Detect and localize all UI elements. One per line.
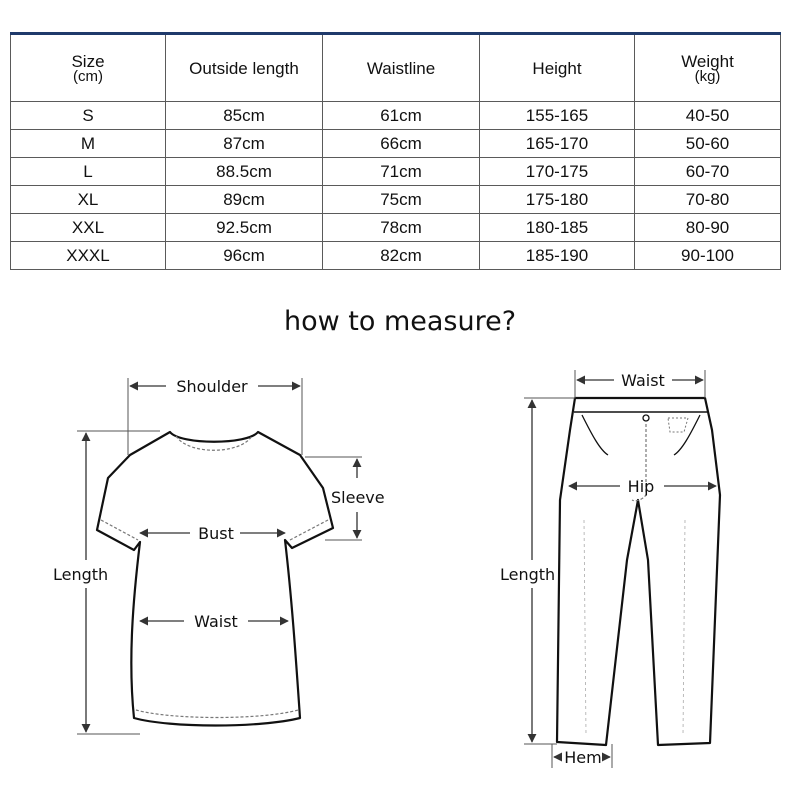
cell-height: 165-170	[480, 130, 635, 158]
table-row	[11, 158, 781, 186]
cell-outside-length: 87cm	[166, 130, 323, 158]
header-label: Waistline	[366, 58, 436, 78]
table-row	[11, 242, 781, 270]
how-to-measure-heading: how to measure?	[283, 306, 517, 337]
header-unit: (kg)	[694, 67, 721, 85]
cell-height: 170-175	[480, 158, 635, 186]
table-header-row	[11, 34, 781, 102]
cell-size: XXXL	[11, 242, 166, 270]
header-weight	[635, 34, 781, 102]
cell-size: S	[11, 102, 166, 130]
table-row	[11, 214, 781, 242]
cell-height: 180-185	[480, 214, 635, 242]
header-waistline	[323, 34, 480, 102]
header-label: Weight	[681, 51, 734, 71]
cell-size: XL	[11, 186, 166, 214]
label-sleeve: Sleeve	[331, 488, 385, 507]
tshirt-diagram	[53, 377, 385, 734]
table-row	[11, 186, 781, 214]
label-hem: Hem	[564, 748, 602, 767]
table-row	[11, 130, 781, 158]
cell-weight: 60-70	[635, 158, 781, 186]
label-hip: Hip	[627, 477, 655, 496]
pants-outline	[557, 398, 720, 745]
table-row	[11, 102, 781, 130]
cell-outside-length: 89cm	[166, 186, 323, 214]
cell-outside-length: 88.5cm	[166, 158, 323, 186]
header-size	[11, 34, 166, 102]
cell-waistline: 78cm	[323, 214, 480, 242]
size-chart-table	[10, 32, 781, 270]
header-label: Height	[532, 58, 582, 78]
cell-waistline: 66cm	[323, 130, 480, 158]
header-unit: (cm)	[73, 67, 103, 85]
header-label: Outside length	[189, 58, 299, 78]
cell-size: XXL	[11, 214, 166, 242]
cell-weight: 40-50	[635, 102, 781, 130]
header-outside-length	[166, 34, 323, 102]
label-shoulder: Shoulder	[176, 377, 248, 396]
cell-height: 185-190	[480, 242, 635, 270]
header-height	[480, 34, 635, 102]
cell-weight: 70-80	[635, 186, 781, 214]
cell-outside-length: 96cm	[166, 242, 323, 270]
header-label: Size	[71, 51, 105, 71]
cell-outside-length: 92.5cm	[166, 214, 323, 242]
measurement-diagrams	[0, 350, 800, 800]
cell-waistline: 75cm	[323, 186, 480, 214]
cell-waistline: 82cm	[323, 242, 480, 270]
cell-size: L	[11, 158, 166, 186]
cell-height: 155-165	[480, 102, 635, 130]
label-length: Length	[53, 565, 109, 584]
cell-waistline: 71cm	[323, 158, 480, 186]
tshirt-outline	[97, 432, 333, 726]
cell-height: 175-180	[480, 186, 635, 214]
cell-size: M	[11, 130, 166, 158]
cell-outside-length: 85cm	[166, 102, 323, 130]
label-pants-length: Length	[500, 565, 556, 584]
cell-weight: 50-60	[635, 130, 781, 158]
cell-weight: 80-90	[635, 214, 781, 242]
pants-diagram	[500, 370, 720, 768]
label-bust: Bust	[198, 524, 234, 543]
label-waist: Waist	[194, 612, 238, 631]
cell-waistline: 61cm	[323, 102, 480, 130]
cell-weight: 90-100	[635, 242, 781, 270]
label-pants-waist: Waist	[621, 371, 665, 390]
